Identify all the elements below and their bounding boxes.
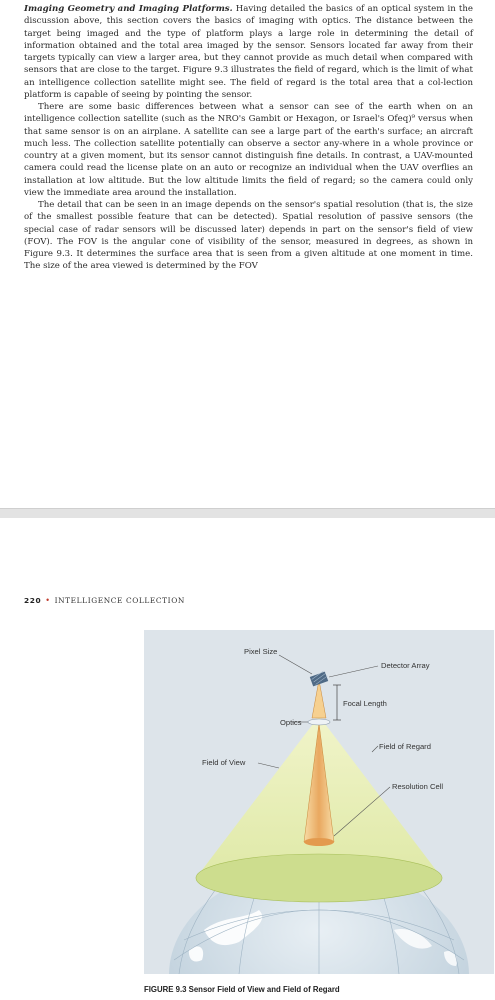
separator-dot: • — [45, 596, 51, 605]
page-number: 220 — [24, 596, 42, 605]
label-optics: Optics — [280, 718, 302, 727]
figure-caption — [144, 985, 494, 994]
label-detector-array: Detector Array — [381, 661, 430, 670]
paragraph-1-text: Having detailed the basics of an optical system in the discussion above, this section covers the basics of imaging with optics. The distance between the target being imaged and the type of platform plays a large role in determining the detail of information obtained and the total area imaged by the sensor. Sensors located far away from their targets typically can view a larger area, but they cannot provide as much detail when compared with sensors that are close to the target. Figure 9.3 illustrates the field of regard, which is the limit of what an intelligence collection satellite might see. The field of regard is the total area that a col-lection platform is capable of seeing by pointing the sensor. — [24, 4, 473, 100]
label-focal-length: Focal Length — [343, 699, 387, 708]
paragraph-3: The detail that can be seen in an image depends on the sensor's spatial resolution (that is, the size of the smallest possible feature that can be detected). Spatial resolution of passive sensors (the special case of radar sensors will be discussed later) depends in part on the sensor's field of view (FOV). The FOV is the angular cone of visibility of the sensor, measured in degrees, as shown in Figure 9.3. It determines the surface area that is seen from a given altitude at one moment in time. The size of the area viewed is determined by the FOV — [24, 200, 473, 272]
running-head-title: INTELLIGENCE COLLECTION — [54, 596, 185, 605]
body-text — [24, 3, 473, 273]
detector-array — [310, 670, 329, 686]
focal-length-bracket — [333, 685, 341, 720]
sensor-diagram — [144, 630, 494, 974]
running-head — [24, 596, 185, 605]
label-field-of-view: Field of View — [202, 758, 246, 767]
paragraph-1 — [24, 3, 473, 101]
optics-lens — [308, 719, 330, 725]
caption-number: FIGURE 9.3 — [144, 985, 187, 994]
caption-title: Sensor Field of View and Field of Regard — [188, 985, 340, 994]
label-resolution-cell: Resolution Cell — [392, 782, 444, 791]
paragraph-2: There are some basic differences between what a sensor can see of the earth when on an intelligence collection satellite (such as the NRO's Gambit or Hexagon, or Israel's Ofeq)⁹ versus when that same sensor is on an airplane. A satellite can see a large part of the earth's surface; an aircraft much less. The collection satellite potentially can observe a sector any-where in a whole province or country at a given moment, but its sensor cannot distinguish fine details. In contrast, a UAV-mounted camera could read the license plate on an auto or recognize an individual when the UAV overflies an installation at low altitude. But the low altitude limits the field of regard; so the camera could only view the immediate area around the installation. — [24, 102, 473, 198]
label-pixel-size: Pixel Size — [244, 647, 278, 656]
label-field-of-regard: Field of Regard — [379, 742, 431, 751]
figure-9-3 — [144, 630, 494, 974]
run-in-heading: Imaging Geometry and Imaging Platforms. — [24, 4, 233, 14]
